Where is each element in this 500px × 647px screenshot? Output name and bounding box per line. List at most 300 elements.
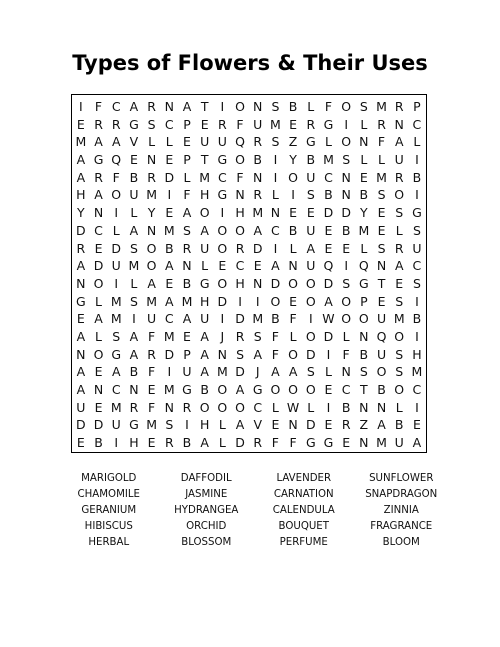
grid-cell[interactable]: M (376, 435, 387, 451)
grid-cell[interactable]: O (341, 311, 352, 327)
grid-cell[interactable]: A (76, 169, 86, 185)
grid-cell[interactable]: I (415, 187, 419, 203)
grid-cell[interactable]: G (76, 293, 86, 309)
grid-cell[interactable]: Q (111, 152, 122, 168)
grid-cell[interactable]: O (217, 399, 228, 415)
grid-cell[interactable]: L (218, 435, 226, 451)
grid-cell[interactable]: D (305, 346, 316, 362)
grid-cell[interactable]: E (359, 169, 368, 185)
grid-cell[interactable]: J (220, 328, 225, 344)
grid-cell[interactable]: B (306, 152, 316, 168)
grid-cell[interactable]: M (75, 134, 87, 150)
grid-cell[interactable]: F (236, 116, 244, 132)
grid-cell[interactable]: A (76, 328, 86, 344)
grid-cell[interactable]: Q (323, 258, 334, 274)
grid-cell[interactable]: R (147, 346, 156, 362)
grid-cell[interactable]: D (323, 205, 334, 221)
grid-cell[interactable]: E (94, 364, 103, 380)
grid-cell[interactable]: B (394, 417, 404, 433)
grid-cell[interactable]: E (76, 435, 85, 451)
grid-cell[interactable]: L (148, 134, 156, 150)
grid-cell[interactable]: H (199, 293, 210, 309)
grid-cell[interactable]: I (79, 99, 83, 114)
grid-cell[interactable]: C (271, 222, 280, 238)
grid-cell[interactable]: P (183, 116, 191, 132)
grid-cell[interactable]: S (306, 364, 315, 380)
grid-cell[interactable]: O (146, 258, 157, 274)
grid-cell[interactable]: S (165, 417, 174, 433)
grid-cell[interactable]: B (164, 240, 174, 256)
grid-cell[interactable]: N (76, 275, 86, 291)
grid-cell[interactable]: G (217, 187, 228, 203)
grid-cell[interactable]: D (235, 311, 245, 327)
grid-cell[interactable]: M (252, 205, 264, 221)
grid-cell[interactable]: M (110, 311, 122, 327)
grid-cell[interactable]: A (76, 364, 86, 380)
grid-cell[interactable]: A (111, 134, 121, 150)
grid-cell[interactable]: O (288, 382, 299, 397)
grid-cell[interactable]: O (305, 382, 316, 397)
grid-cell[interactable]: U (306, 222, 316, 238)
grid-cell[interactable]: C (217, 169, 227, 185)
grid-cell[interactable]: R (253, 187, 263, 203)
grid-cell[interactable]: O (217, 240, 228, 256)
grid-cell[interactable]: B (324, 187, 333, 203)
grid-cell[interactable]: A (129, 328, 139, 344)
grid-cell[interactable]: T (377, 275, 386, 291)
grid-cell[interactable]: O (217, 222, 228, 238)
grid-cell[interactable]: O (146, 240, 157, 256)
grid-cell[interactable]: M (270, 116, 281, 132)
grid-cell[interactable]: L (289, 240, 297, 256)
grid-cell[interactable]: R (341, 417, 351, 433)
grid-cell[interactable]: D (235, 364, 245, 380)
grid-cell[interactable]: L (289, 328, 297, 344)
grid-cell[interactable]: O (235, 399, 245, 415)
grid-cell[interactable]: G (111, 346, 122, 362)
grid-cell[interactable]: R (218, 116, 227, 132)
grid-cell[interactable]: J (255, 364, 260, 380)
grid-cell[interactable]: R (306, 116, 316, 132)
grid-cell[interactable]: E (183, 134, 191, 150)
grid-cell[interactable]: P (360, 293, 368, 309)
grid-cell[interactable]: S (377, 240, 386, 256)
grid-cell[interactable]: R (253, 134, 263, 150)
grid-cell[interactable]: I (220, 99, 225, 114)
grid-cell[interactable]: E (324, 382, 333, 397)
grid-cell[interactable]: I (415, 152, 419, 168)
grid-cell[interactable]: B (412, 169, 422, 185)
grid-cell[interactable]: G (182, 382, 192, 397)
grid-cell[interactable]: O (235, 152, 245, 168)
grid-cell[interactable]: G (252, 382, 263, 397)
grid-cell[interactable]: E (147, 435, 156, 451)
grid-cell[interactable]: R (394, 240, 404, 256)
grid-cell[interactable]: C (341, 382, 351, 397)
grid-cell[interactable]: B (377, 382, 386, 397)
grid-cell[interactable]: O (288, 169, 299, 185)
grid-cell[interactable]: I (167, 364, 172, 380)
grid-cell[interactable]: R (182, 399, 192, 415)
grid-cell[interactable]: I (273, 169, 278, 185)
grid-cell[interactable]: Q (376, 328, 387, 344)
grid-cell[interactable]: E (306, 205, 315, 221)
grid-cell[interactable]: R (111, 116, 121, 132)
grid-cell[interactable]: H (235, 275, 245, 291)
grid-cell[interactable]: A (235, 417, 245, 433)
grid-cell[interactable]: L (130, 275, 138, 291)
grid-cell[interactable]: E (94, 240, 103, 256)
grid-cell[interactable]: L (271, 399, 279, 415)
grid-cell[interactable]: M (128, 258, 140, 274)
grid-cell[interactable]: U (253, 116, 263, 132)
grid-cell[interactable]: C (164, 116, 174, 132)
grid-cell[interactable]: L (165, 134, 173, 150)
grid-cell[interactable]: L (395, 399, 403, 415)
grid-cell[interactable]: E (324, 417, 333, 433)
grid-cell[interactable]: N (394, 116, 404, 132)
grid-cell[interactable]: G (93, 152, 104, 168)
grid-cell[interactable]: I (415, 399, 419, 415)
grid-cell[interactable]: A (129, 346, 139, 362)
grid-cell[interactable]: I (114, 275, 119, 291)
grid-cell[interactable]: F (147, 399, 156, 415)
grid-cell[interactable]: A (182, 99, 192, 114)
grid-cell[interactable]: I (273, 240, 278, 256)
grid-cell[interactable]: S (129, 240, 138, 256)
grid-cell[interactable]: N (76, 346, 86, 362)
grid-cell[interactable]: M (181, 293, 193, 309)
grid-cell[interactable]: A (394, 258, 404, 274)
grid-cell[interactable]: D (76, 222, 86, 238)
grid-cell[interactable]: O (341, 99, 352, 114)
grid-cell[interactable]: O (305, 293, 316, 309)
grid-cell[interactable]: S (112, 328, 121, 344)
grid-cell[interactable]: P (183, 346, 191, 362)
grid-cell[interactable]: S (395, 293, 404, 309)
grid-cell[interactable]: N (376, 399, 387, 415)
grid-cell[interactable]: O (93, 275, 104, 291)
grid-cell[interactable]: F (271, 328, 279, 344)
grid-cell[interactable]: M (146, 293, 157, 309)
grid-cell[interactable]: O (235, 99, 245, 114)
grid-cell[interactable]: E (76, 116, 85, 132)
grid-cell[interactable]: A (94, 311, 103, 327)
grid-cell[interactable]: S (271, 134, 280, 150)
grid-cell[interactable]: F (236, 169, 244, 185)
grid-cell[interactable]: O (199, 399, 210, 415)
grid-cell[interactable]: C (324, 169, 333, 185)
grid-cell[interactable]: R (164, 435, 174, 451)
grid-cell[interactable]: I (114, 435, 119, 451)
grid-cell[interactable]: O (358, 311, 369, 327)
grid-cell[interactable]: L (183, 169, 191, 185)
grid-cell[interactable]: Z (288, 134, 298, 150)
grid-cell[interactable]: N (341, 169, 351, 185)
grid-cell[interactable]: D (323, 328, 334, 344)
grid-cell[interactable]: A (200, 346, 209, 362)
grid-cell[interactable]: U (412, 240, 422, 256)
grid-cell[interactable]: E (342, 240, 351, 256)
grid-cell[interactable]: U (306, 258, 316, 274)
grid-cell[interactable]: A (253, 346, 262, 362)
grid-cell[interactable]: M (216, 364, 228, 380)
grid-cell[interactable]: N (93, 382, 104, 397)
grid-cell[interactable]: N (182, 258, 192, 274)
grid-cell[interactable]: F (94, 99, 103, 114)
grid-cell[interactable]: R (394, 169, 404, 185)
grid-cell[interactable]: S (183, 222, 191, 238)
grid-cell[interactable]: B (359, 346, 369, 362)
grid-cell[interactable]: N (288, 417, 298, 433)
grid-cell[interactable]: H (412, 346, 422, 362)
grid-cell[interactable]: E (342, 435, 351, 451)
grid-cell[interactable]: S (412, 275, 421, 291)
grid-cell[interactable]: D (305, 417, 316, 433)
grid-cell[interactable]: D (270, 275, 281, 291)
grid-cell[interactable]: B (182, 435, 192, 451)
grid-cell[interactable]: A (165, 293, 174, 309)
grid-cell[interactable]: S (253, 328, 262, 344)
grid-cell[interactable]: F (271, 435, 279, 451)
grid-cell[interactable]: U (200, 311, 210, 327)
grid-cell[interactable]: N (288, 258, 298, 274)
grid-cell[interactable]: N (164, 399, 174, 415)
grid-cell[interactable]: E (324, 240, 333, 256)
grid-cell[interactable]: A (76, 382, 86, 397)
grid-cell[interactable]: A (412, 435, 422, 451)
grid-cell[interactable]: M (163, 382, 175, 397)
grid-cell[interactable]: U (394, 152, 404, 168)
grid-cell[interactable]: B (288, 222, 298, 238)
grid-cell[interactable]: M (376, 169, 387, 185)
grid-cell[interactable]: S (236, 346, 244, 362)
grid-cell[interactable]: D (252, 240, 263, 256)
grid-cell[interactable]: A (271, 364, 280, 380)
grid-cell[interactable]: M (163, 328, 175, 344)
grid-cell[interactable]: G (412, 205, 422, 221)
grid-cell[interactable]: H (129, 435, 139, 451)
grid-cell[interactable]: L (307, 99, 315, 114)
grid-cell[interactable]: A (76, 152, 86, 168)
grid-cell[interactable]: Q (358, 258, 369, 274)
grid-cell[interactable]: A (394, 134, 404, 150)
grid-cell[interactable]: B (271, 311, 280, 327)
grid-cell[interactable]: O (305, 328, 316, 344)
grid-cell[interactable]: E (218, 258, 227, 274)
grid-cell[interactable]: O (394, 382, 405, 397)
grid-cell[interactable]: L (95, 328, 103, 344)
grid-cell[interactable]: C (111, 382, 121, 397)
grid-cell[interactable]: D (235, 435, 245, 451)
grid-cell[interactable]: L (342, 328, 350, 344)
grid-cell[interactable]: T (200, 152, 209, 168)
grid-cell[interactable]: R (235, 240, 245, 256)
grid-cell[interactable]: A (377, 417, 386, 433)
grid-cell[interactable]: O (199, 205, 210, 221)
grid-cell[interactable]: G (305, 134, 316, 150)
grid-cell[interactable]: B (253, 152, 262, 168)
grid-cell[interactable]: M (110, 399, 122, 415)
grid-cell[interactable]: R (253, 435, 263, 451)
grid-cell[interactable]: O (341, 293, 352, 309)
grid-cell[interactable]: E (165, 152, 174, 168)
grid-cell[interactable]: A (324, 293, 333, 309)
grid-cell[interactable]: S (147, 116, 156, 132)
grid-cell[interactable]: C (412, 116, 422, 132)
grid-cell[interactable]: L (360, 240, 368, 256)
grid-cell[interactable]: L (112, 222, 120, 238)
grid-cell[interactable]: U (200, 240, 210, 256)
grid-cell[interactable]: E (289, 293, 298, 309)
grid-cell[interactable]: N (253, 99, 263, 114)
grid-cell[interactable]: B (182, 275, 192, 291)
grid-cell[interactable]: D (164, 169, 175, 185)
grid-cell[interactable]: C (94, 222, 103, 238)
grid-cell[interactable]: F (147, 364, 156, 380)
grid-cell[interactable]: N (129, 382, 139, 397)
grid-cell[interactable]: M (199, 169, 211, 185)
grid-cell[interactable]: N (341, 364, 351, 380)
grid-cell[interactable]: A (200, 222, 209, 238)
grid-cell[interactable]: G (305, 435, 316, 451)
grid-cell[interactable]: M (146, 417, 157, 433)
grid-cell[interactable]: R (76, 240, 86, 256)
grid-cell[interactable]: Q (235, 134, 245, 150)
grid-cell[interactable]: O (217, 275, 228, 291)
grid-cell[interactable]: N (376, 258, 387, 274)
grid-cell[interactable]: G (323, 116, 334, 132)
grid-cell[interactable]: E (129, 152, 138, 168)
grid-cell[interactable]: R (235, 328, 245, 344)
grid-cell[interactable]: B (341, 399, 351, 415)
grid-cell[interactable]: O (111, 187, 122, 203)
grid-cell[interactable]: I (273, 152, 278, 168)
grid-cell[interactable]: N (359, 134, 369, 150)
grid-cell[interactable]: B (94, 435, 103, 451)
grid-cell[interactable]: B (288, 99, 298, 114)
grid-cell[interactable]: E (289, 116, 298, 132)
grid-cell[interactable]: M (110, 293, 122, 309)
grid-cell[interactable]: H (235, 205, 245, 221)
grid-cell[interactable]: G (199, 275, 210, 291)
grid-cell[interactable]: U (306, 169, 316, 185)
grid-cell[interactable]: L (95, 293, 103, 309)
grid-cell[interactable]: O (288, 346, 299, 362)
grid-cell[interactable]: U (376, 346, 387, 362)
grid-cell[interactable]: A (271, 258, 280, 274)
grid-cell[interactable]: G (129, 116, 139, 132)
grid-cell[interactable]: D (111, 240, 122, 256)
grid-cell[interactable]: A (182, 311, 192, 327)
grid-cell[interactable]: B (341, 222, 351, 238)
grid-cell[interactable]: U (111, 417, 121, 433)
grid-cell[interactable]: M (252, 311, 264, 327)
grid-cell[interactable]: G (217, 152, 228, 168)
grid-cell[interactable]: N (359, 435, 369, 451)
grid-cell[interactable]: I (255, 293, 260, 309)
grid-cell[interactable]: I (344, 116, 348, 132)
grid-cell[interactable]: O (217, 382, 228, 397)
grid-cell[interactable]: E (147, 382, 156, 397)
grid-cell[interactable]: S (412, 222, 421, 238)
grid-cell[interactable]: A (200, 328, 209, 344)
grid-cell[interactable]: F (289, 311, 297, 327)
grid-cell[interactable]: L (395, 222, 403, 238)
grid-cell[interactable]: R (182, 240, 192, 256)
grid-cell[interactable]: E (395, 275, 404, 291)
grid-cell[interactable]: T (360, 382, 368, 397)
grid-cell[interactable]: I (220, 205, 225, 221)
grid-cell[interactable]: E (377, 293, 386, 309)
grid-cell[interactable]: O (394, 328, 405, 344)
grid-cell[interactable]: F (324, 99, 333, 114)
grid-cell[interactable]: B (200, 382, 209, 397)
grid-cell[interactable]: O (394, 187, 405, 203)
grid-cell[interactable]: I (415, 293, 419, 309)
grid-cell[interactable]: N (359, 328, 369, 344)
grid-cell[interactable]: I (344, 258, 348, 274)
grid-cell[interactable]: U (76, 399, 86, 415)
grid-cell[interactable]: L (324, 364, 332, 380)
grid-cell[interactable]: W (286, 399, 300, 415)
grid-cell[interactable]: S (129, 293, 138, 309)
grid-cell[interactable]: U (376, 311, 387, 327)
grid-cell[interactable]: M (323, 152, 334, 168)
grid-cell[interactable]: O (376, 364, 387, 380)
grid-cell[interactable]: O (235, 222, 245, 238)
grid-cell[interactable]: U (182, 364, 192, 380)
grid-cell[interactable]: B (129, 169, 139, 185)
grid-cell[interactable]: C (253, 399, 263, 415)
grid-cell[interactable]: P (413, 99, 421, 114)
grid-cell[interactable]: S (395, 205, 404, 221)
grid-cell[interactable]: E (183, 328, 191, 344)
grid-cell[interactable]: E (377, 205, 386, 221)
grid-cell[interactable]: G (359, 275, 369, 291)
grid-cell[interactable]: U (217, 134, 227, 150)
grid-cell[interactable]: R (94, 116, 103, 132)
grid-cell[interactable]: E (271, 417, 280, 433)
grid-cell[interactable]: I (291, 187, 295, 203)
grid-cell[interactable]: I (238, 293, 242, 309)
grid-cell[interactable]: N (359, 399, 369, 415)
grid-cell[interactable]: G (323, 435, 334, 451)
grid-cell[interactable]: L (307, 399, 315, 415)
grid-cell[interactable]: I (167, 187, 172, 203)
grid-cell[interactable]: N (93, 205, 104, 221)
grid-cell[interactable]: N (146, 222, 157, 238)
grid-cell[interactable]: D (93, 258, 104, 274)
grid-cell[interactable]: R (147, 169, 156, 185)
grid-cell[interactable]: C (235, 258, 245, 274)
grid-cell[interactable]: L (360, 116, 368, 132)
grid-cell[interactable]: U (394, 435, 404, 451)
grid-cell[interactable]: H (199, 417, 210, 433)
grid-cell[interactable]: I (326, 346, 331, 362)
grid-cell[interactable]: L (271, 187, 279, 203)
grid-cell[interactable]: H (76, 187, 86, 203)
grid-cell[interactable]: D (217, 293, 228, 309)
grid-cell[interactable]: I (132, 311, 136, 327)
grid-cell[interactable]: R (94, 169, 103, 185)
grid-cell[interactable]: N (235, 187, 245, 203)
grid-cell[interactable]: B (412, 311, 422, 327)
grid-cell[interactable]: O (270, 293, 281, 309)
grid-cell[interactable]: S (342, 275, 351, 291)
grid-cell[interactable]: P (183, 152, 191, 168)
grid-cell[interactable]: E (377, 222, 386, 238)
